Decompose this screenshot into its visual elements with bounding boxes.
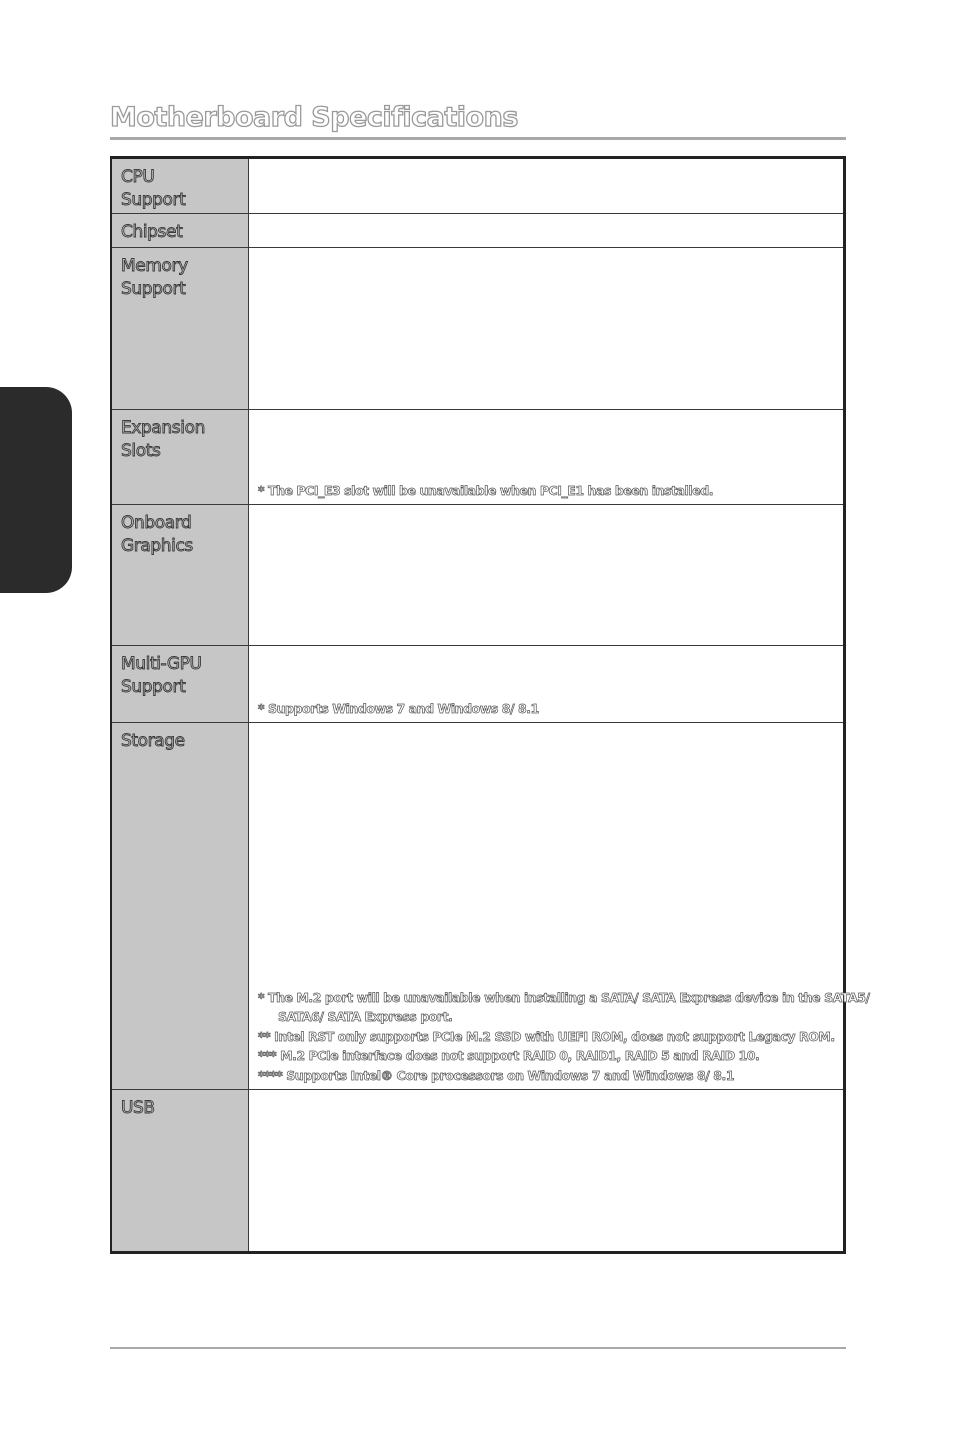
footnotes — [258, 481, 839, 501]
label-line: CPU — [121, 167, 155, 187]
footnote: SATA6/ SATA Express port. — [278, 1009, 453, 1024]
title-divider — [110, 137, 846, 140]
label-line: Expansion — [121, 418, 205, 438]
spec-label-memory — [111, 248, 249, 410]
spec-value-onboard-graphics — [249, 505, 845, 646]
label-line: Support — [121, 677, 186, 697]
spec-label-usb — [111, 1090, 249, 1253]
footer-divider — [110, 1347, 846, 1349]
spec-label-cpu — [111, 158, 249, 214]
spec-value-multi-gpu — [249, 646, 845, 723]
spec-label-chipset — [111, 214, 249, 248]
spec-value-usb — [249, 1090, 845, 1253]
footnote: * Supports Windows 7 and Windows 8/ 8.1 — [258, 700, 539, 716]
spec-label-expansion-slots — [111, 410, 249, 505]
footnote: * The M.2 port will be unavailable when installing a SATA/ SATA Express device in the SATA5/ — [258, 989, 870, 1005]
spec-label-multi-gpu — [111, 646, 249, 723]
chapter-side-tab — [0, 387, 72, 593]
footnote: ** Intel RST only supports PCIe M.2 SSD with UEFI ROM, does not support Legacy ROM. — [258, 1028, 835, 1044]
spec-row-expansion-slots — [111, 410, 845, 505]
label-line: Slots — [121, 441, 161, 461]
spec-row-usb — [111, 1090, 845, 1253]
label-line: Support — [121, 190, 186, 210]
spec-value-expansion-slots — [249, 410, 845, 505]
label-line: Multi-GPU — [121, 654, 202, 674]
label-line: Chipset — [121, 222, 183, 242]
footnotes — [258, 988, 870, 1086]
label-line: Onboard — [121, 513, 192, 533]
spec-label-onboard-graphics — [111, 505, 249, 646]
footnote: * The PCI_E3 slot will be unavailable when PCI_E1 has been installed. — [258, 482, 714, 498]
spec-value-chipset — [249, 214, 845, 248]
spec-row-memory — [111, 248, 845, 410]
label-line: Graphics — [121, 536, 193, 556]
label-line: Storage — [121, 731, 185, 751]
spec-value-storage — [249, 723, 870, 1090]
footnote: *** M.2 PCIe interface does not support RAID 0, RAID1, RAID 5 and RAID 10. — [258, 1048, 760, 1063]
footnotes — [258, 699, 839, 719]
spec-label-storage — [111, 723, 249, 1090]
page-title: Motherboard Specifications — [110, 102, 518, 133]
spec-row-cpu — [111, 158, 845, 214]
label-line: Memory — [121, 256, 188, 276]
spec-value-cpu — [249, 158, 845, 214]
spec-row-multi-gpu — [111, 646, 845, 723]
label-line: USB — [121, 1098, 155, 1118]
label-line: Support — [121, 279, 186, 299]
spec-row-chipset — [111, 214, 845, 248]
footnote: **** Supports Intel® Core processors on Windows 7 and Windows 8/ 8.1 — [258, 1067, 735, 1083]
spec-row-onboard-graphics — [111, 505, 845, 646]
specifications-table — [110, 156, 870, 1254]
spec-row-storage — [111, 723, 845, 1090]
spec-value-memory — [249, 248, 845, 410]
